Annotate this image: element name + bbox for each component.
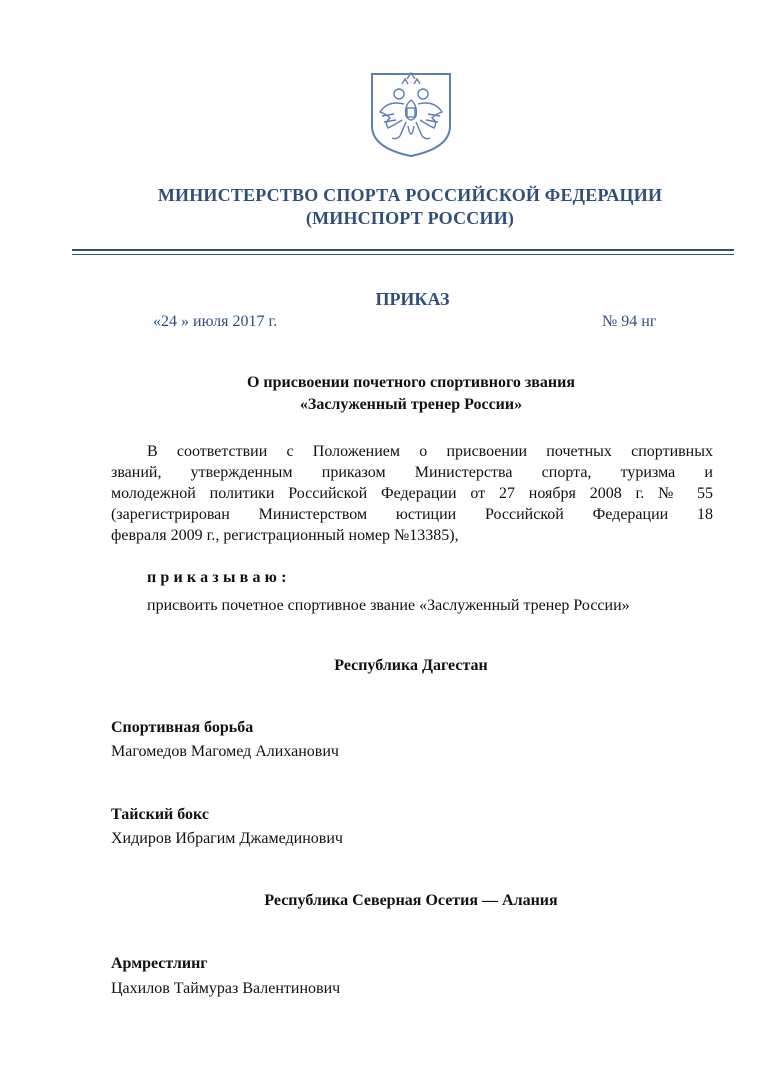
sport-name: Тайский бокс (111, 806, 209, 823)
person-name: Магомедов Магомед Алиханович (111, 743, 339, 760)
person-name: Хидиров Ибрагим Джамединович (111, 830, 343, 847)
order-subject-line: О присвоении почетного спортивного звания (246, 374, 576, 391)
order-number: № 94 нг (602, 313, 657, 330)
sport-name: Спортивная борьба (111, 719, 254, 736)
body-line: званий, утвержденным приказом Министерства спорта, туризма и (111, 464, 713, 481)
person-name: Цахилов Таймураз Валентинович (111, 980, 341, 997)
ministry-short-name: (МИНСПОРТ РОССИИ) (305, 208, 515, 228)
sport-name: Армрестлинг (111, 955, 208, 972)
body-line: (зарегистрирован Министерством юстиции Российской Федерации 18 (111, 506, 713, 523)
body-line: февраля 2009 г., регистрационный номер №13385), (111, 527, 459, 544)
ministry-name: МИНИСТЕРСТВО СПОРТА РОССИЙСКОЙ ФЕДЕРАЦИИ (157, 185, 663, 205)
body-paragraph (111, 441, 713, 546)
header-divider (72, 249, 734, 251)
order-subject-line: «Заслуженный тренер России» (299, 396, 523, 413)
directive-text: присвоить почетное спортивное звание «Заслуженный тренер России» (147, 597, 630, 614)
header-divider-thin (72, 254, 734, 255)
body-line: В соответствии с Положением о присвоении почетных спортивных (147, 443, 713, 460)
region-heading: Республика Дагестан (334, 657, 488, 674)
body-line: молодежной политики Российской Федерации от 27 ноября 2008 г. № 55 (111, 485, 713, 502)
order-title: ПРИКАЗ (375, 289, 450, 309)
russian-coat-of-arms-emblem (366, 70, 456, 158)
order-subject (0, 372, 768, 416)
region-heading: Республика Северная Осетия — Алания (264, 892, 558, 909)
order-date: «24 » июля 2017 г. (153, 313, 278, 330)
directive-word: приказываю: (147, 569, 291, 586)
